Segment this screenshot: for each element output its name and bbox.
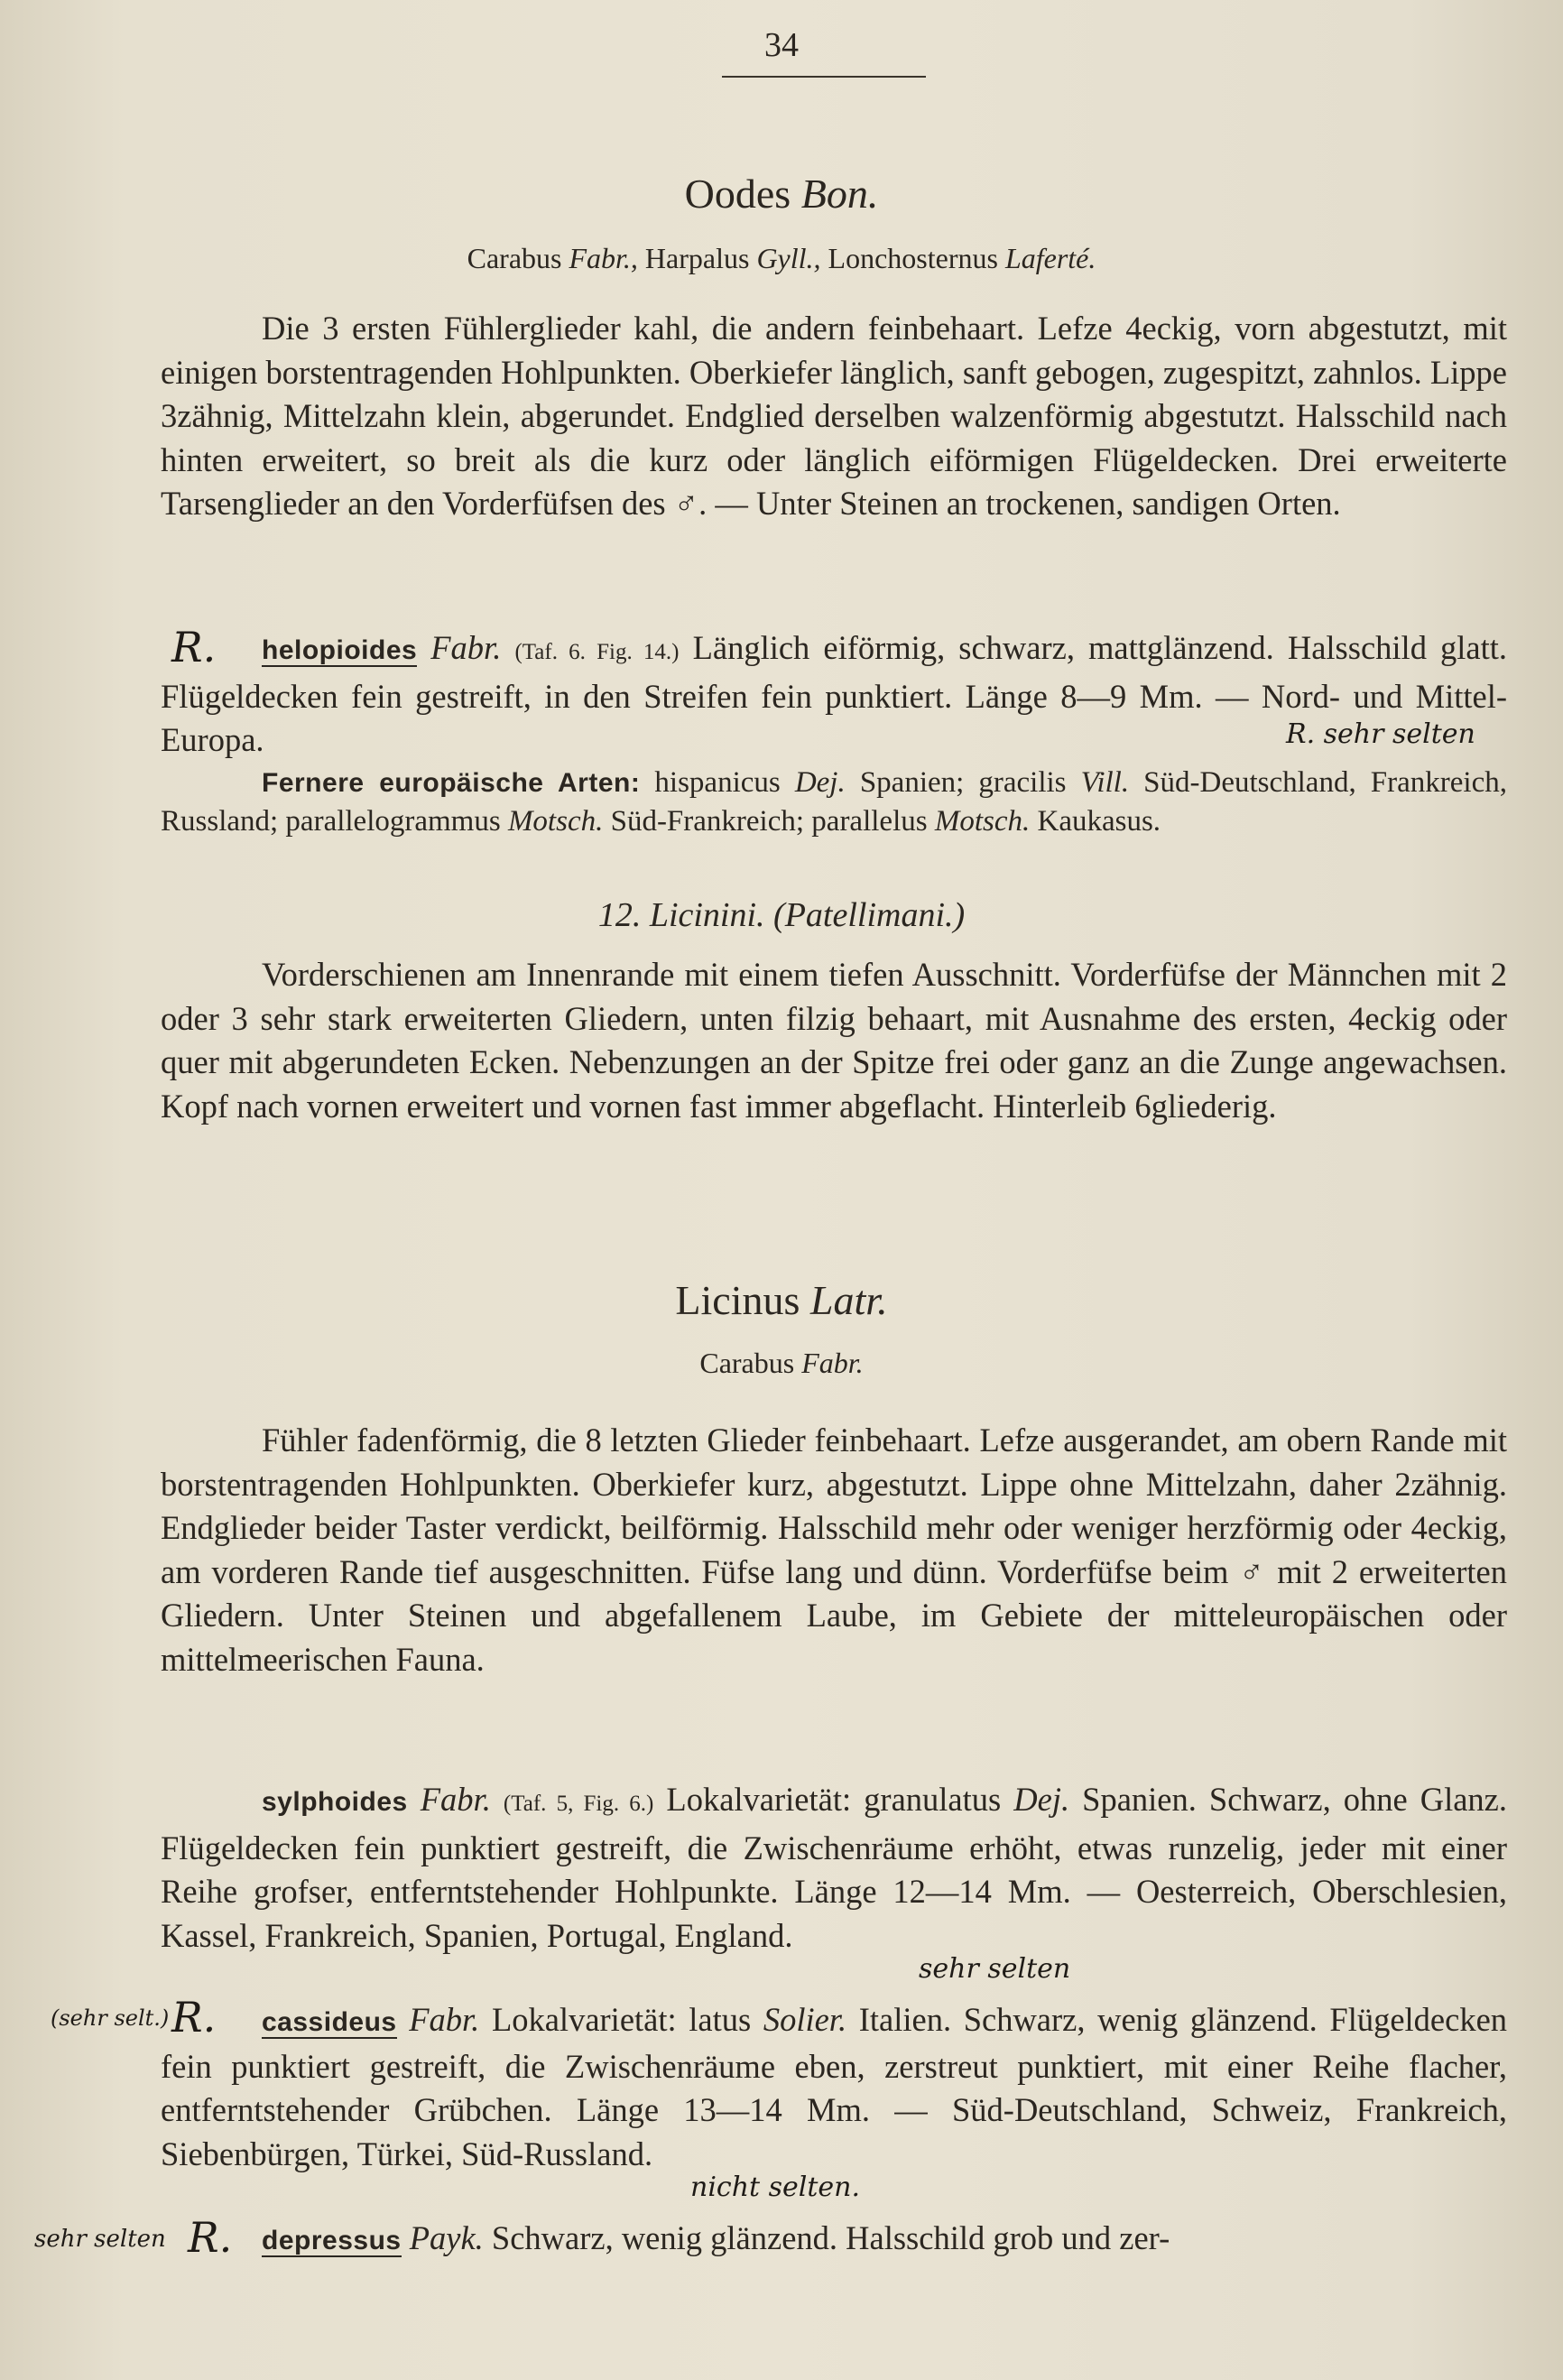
synonym: Lonchosternus bbox=[828, 242, 998, 274]
species-list-text: hispanicus bbox=[640, 766, 795, 799]
species-list-text: Süd-Deutschland, Frankreich, Russland; parallelogrammus bbox=[161, 766, 1507, 838]
genus-author: Latr. bbox=[809, 1277, 888, 1323]
handwritten-mark: R. bbox=[188, 2213, 233, 2262]
page-number: 34 bbox=[764, 26, 799, 64]
variety-label: Lokalvarietät: latus bbox=[491, 2001, 752, 2038]
variety-label: Lokalvarietät: granulatus bbox=[666, 1781, 1002, 1818]
page-number-rule bbox=[722, 76, 926, 78]
species-entry-sylphoides bbox=[161, 1778, 1507, 1958]
species-text: Länglich eiförmig, schwarz, mattglänzend. Halsschild glatt. Flügeldecken fein gestreift, in den Streifen fein punktiert. Länge 8—9 Mm. — Nord- und Mittel-Europa. bbox=[161, 629, 1508, 758]
plate-reference: (Taf. 6. Fig. 14.) bbox=[514, 640, 680, 664]
handwritten-note: sehr selten bbox=[34, 2226, 166, 2253]
synonym: Carabus bbox=[699, 1347, 795, 1379]
variety-author: Solier. bbox=[763, 2001, 847, 2038]
synonym-author: Gyll., bbox=[756, 242, 821, 274]
species-list-text: Kaukasus. bbox=[1030, 805, 1161, 838]
species-author: Vill. bbox=[1080, 766, 1130, 799]
other-species-label: Fernere europäische Arten: bbox=[262, 768, 641, 798]
species-author: Dej. bbox=[794, 766, 846, 799]
species-text: Schwarz, wenig glänzend. Halsschild grob und zer- bbox=[491, 2219, 1170, 2256]
species-author: Motsch. bbox=[507, 805, 604, 838]
other-species-oodes bbox=[161, 764, 1507, 840]
species-author: Fabr. bbox=[420, 1781, 491, 1818]
genus-name: Licinus bbox=[675, 1277, 800, 1323]
genus-heading-oodes bbox=[0, 170, 1563, 218]
species-name: sylphoides bbox=[262, 1787, 408, 1817]
licinus-description: Fühler fadenförmig, die 8 letzten Glieder feinbehaart. Lefze ausgerandet, am obern Rande mit borstentragenden Hohlpunkten. Oberkiefer kurz, abgestutzt. Lippe ohne Mittelzahn, daher 2zähnig. Endglieder beider Taster verdickt, beilförmig. Halsschild mehr oder weniger herzförmig oder 4eckig, am vorderen Rande tief ausgeschnitten. Füfse lang und dünn. Vorderfüfse beim ♂ mit 2 erweiterten Gliedern. Unter Steinen und abgefallenem Laube, im Gebiete der mitteleuropäischen oder mittelmeerischen Fauna. bbox=[161, 1422, 1507, 1678]
genus-synonyms-licinus bbox=[0, 1347, 1563, 1380]
species-entry-cassideus bbox=[161, 1998, 1507, 2176]
tribe-description: Vorderschienen am Innenrande mit einem tiefen Ausschnitt. Vorderfüfse der Männchen mit 2 oder 3 sehr stark erweiterten Gliedern, unten filzig behaart, mit Ausnahme des ersten, 4eckig oder quer mit abgerundeten Ecken. Nebenzungen an der Spitze frei oder ganz an die Zunge angewachsen. Kopf nach vornen erweitert und vornen fast immer abgeflacht. Hinterleib 6gliederig. bbox=[161, 956, 1507, 1125]
handwritten-mark: R. bbox=[171, 623, 217, 671]
oodes-description: Die 3 ersten Fühlerglieder kahl, die andern feinbehaart. Lefze 4eckig, vorn abgestutzt, mit einigen borstentragenden Hohlpunkten. Oberkiefer länglich, sanft gebogen, zugespitzt, zahnlos. Lippe 3zähnig, Mittelzahn klein, abgerundet. Endglied derselben walzenförmig abgestutzt. Halsschild nach hinten erweitert, so breit als die kurz oder länglich eiförmigen Flügeldecken. Drei erweiterte Tarsenglieder an den Vorderfüfsen des ♂. — Unter Steinen an trockenen, sandigen Orten. bbox=[161, 310, 1507, 522]
variety-author: Dej. bbox=[1013, 1781, 1070, 1818]
species-entry-depressus bbox=[161, 2217, 1507, 2264]
species-name: depressus bbox=[262, 2226, 402, 2255]
species-author: Payk. bbox=[409, 2219, 484, 2256]
genus-author: Bon. bbox=[800, 171, 879, 217]
species-author: Motsch. bbox=[934, 805, 1031, 838]
tribe-heading: 12. Licinini. (Patellimani.) bbox=[597, 896, 966, 934]
species-list-text: Süd-Frankreich; parallelus bbox=[603, 805, 935, 838]
genus-name: Oodes bbox=[684, 171, 791, 217]
synonym-author: Fabr. bbox=[801, 1347, 864, 1379]
synonym-author: Laferté. bbox=[1004, 242, 1096, 274]
species-name: cassideus bbox=[262, 2007, 397, 2037]
species-author: Fabr. bbox=[409, 2001, 480, 2038]
genus-synonyms-oodes bbox=[0, 242, 1563, 275]
plate-reference: (Taf. 5, Fig. 6.) bbox=[503, 1792, 654, 1816]
species-text: Italien. Schwarz, wenig glänzend. Flügeldecken fein punktiert gestreift, die Zwischenräume eben, zerstreut punktiert, mit einer Reihe flacher, entferntstehender Grübchen. Länge 13—14 Mm. — Süd-Deutschland, Schweiz, Frankreich, Siebenbürgen, Türkei, Süd-Russland. bbox=[161, 2001, 1508, 2172]
species-text: Spanien. Schwarz, ohne Glanz. Flügeldecken fein punktiert gestreift, die Zwischenräume erhöht, etwas runzelig, jeder mit einer Reihe grofser, entferntstehender Hohlpunkte. Länge 12—14 Mm. — Oesterreich, Oberschlesien, Kassel, Frankreich, Spanien, Portugal, England. bbox=[161, 1781, 1508, 1954]
handwritten-note: (sehr selt.) bbox=[51, 2005, 170, 2031]
species-list-text: Spanien; gracilis bbox=[845, 766, 1081, 799]
handwritten-mark: R. bbox=[171, 1993, 217, 2042]
handwritten-note: sehr selten bbox=[919, 1953, 1071, 1985]
handwritten-note: R. sehr selten bbox=[1286, 718, 1475, 750]
species-author: Fabr. bbox=[430, 629, 502, 666]
synonym-author: Fabr., bbox=[569, 242, 638, 274]
synonym: Harpalus bbox=[644, 242, 750, 274]
species-name: helopioides bbox=[262, 635, 418, 665]
synonym: Carabus bbox=[467, 242, 562, 274]
genus-heading-licinus bbox=[0, 1276, 1563, 1324]
handwritten-note: nicht selten. bbox=[690, 2172, 861, 2203]
